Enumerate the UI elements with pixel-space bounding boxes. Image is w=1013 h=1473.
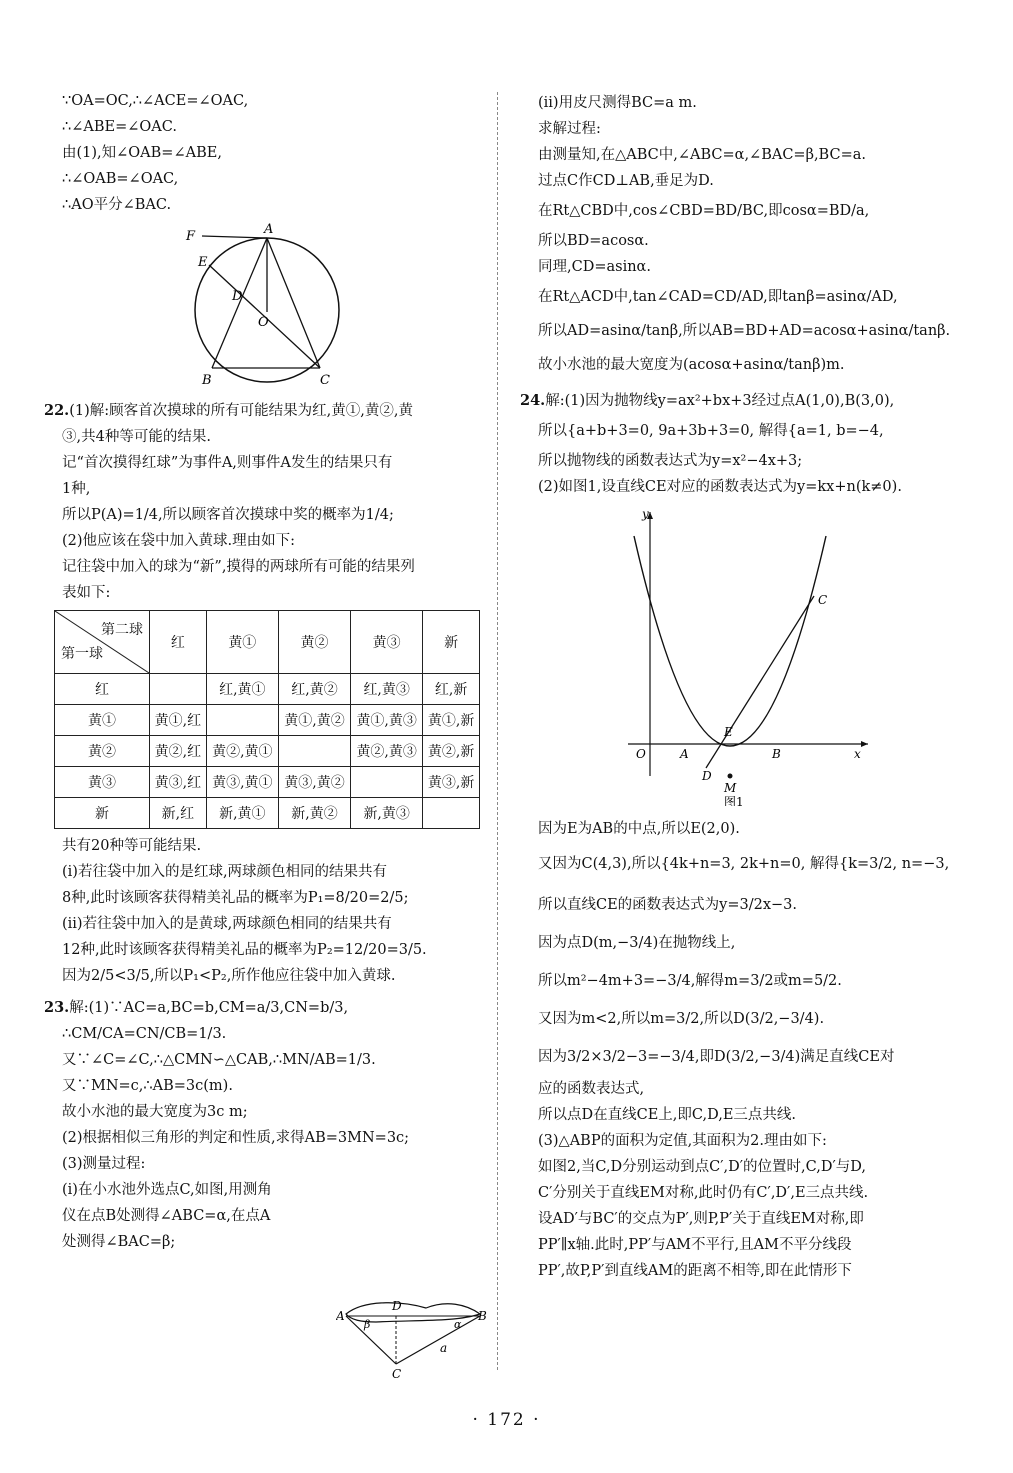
x-axis-arrow	[861, 741, 868, 747]
table-cell: 黄①	[55, 705, 150, 736]
text-line: 又∵MN=c,∴AB=3c(m).	[62, 1078, 233, 1094]
table-cell: 红,黄②	[278, 674, 350, 705]
label-alpha: α	[454, 1318, 462, 1331]
header-second-ball: 第二球	[101, 622, 143, 638]
text-line: PP′∥x轴.此时,PP′与AM不平行,且AM不平分线段	[538, 1237, 852, 1253]
label-x: x	[854, 747, 861, 761]
label-C: C	[818, 593, 828, 607]
text-line: 1种,	[62, 481, 91, 497]
table-cell: 新,黄③	[351, 798, 423, 829]
text-line: 过点C作CD⊥AB,垂足为D.	[538, 173, 714, 189]
table-cell: 黄③,黄①	[206, 767, 278, 798]
page-number: · 172 ·	[472, 1410, 541, 1430]
label-A: A	[336, 1309, 345, 1323]
text-line: 所以P(A)=1/4,所以顾客首次摸球中奖的概率为1/4;	[62, 507, 394, 523]
table-row	[55, 736, 480, 767]
question-24-continued	[538, 816, 958, 1284]
label-B: B	[772, 747, 781, 761]
table-cell: 黄②,红	[150, 736, 207, 767]
table-cell: 黄①,红	[150, 705, 207, 736]
text-line: ③,共4种等可能的结果.	[62, 429, 211, 445]
label-M: M	[724, 781, 737, 795]
table-cell	[150, 674, 207, 705]
label-y: y	[642, 507, 649, 521]
column-header: 黄①	[206, 611, 278, 674]
table-corner-header	[55, 611, 150, 674]
question-number: 24.	[520, 392, 546, 409]
text-line: 所以点D在直线CE上,即C,D,E三点共线.	[538, 1107, 797, 1123]
text-line: 应的函数表达式,	[538, 1081, 645, 1097]
label-A: A	[680, 747, 689, 761]
label-B: B	[478, 1309, 487, 1323]
question-23	[44, 995, 482, 1255]
outcome-table	[54, 610, 480, 829]
text-line: 故小水池的最大宽度为3c m;	[62, 1104, 248, 1120]
text-line: (1)解:顾客首次摸球的所有可能结果为红,黄①,黄②,黄	[69, 403, 413, 419]
table-cell: 黄②,新	[423, 736, 480, 767]
text-line: 由(1),知∠OAB=∠ABE,	[62, 145, 222, 161]
text-line: (ⅱ)若往袋中加入的是黄球,两球颜色相同的结果共有	[62, 916, 392, 932]
table-row	[55, 798, 480, 829]
column-header: 黄③	[351, 611, 423, 674]
table-cell: 新,红	[150, 798, 207, 829]
text-line: 表如下:	[62, 585, 111, 601]
table-cell: 新,黄①	[206, 798, 278, 829]
table-cell: 红	[55, 674, 150, 705]
label-D: D	[702, 769, 712, 783]
table-cell: 黄③,新	[423, 767, 480, 798]
text-line: PP′,故P,P′到直线AM的距离不相等,即在此情形下	[538, 1263, 852, 1279]
label-A: A	[264, 222, 274, 237]
text-line: 共有20种等可能结果.	[62, 838, 202, 854]
column-header: 新	[423, 611, 480, 674]
table-cell: 红,新	[423, 674, 480, 705]
text-line: 仪在点B处测得∠ABC=α,在点A	[62, 1208, 271, 1224]
table-cell: 黄①,黄③	[351, 705, 423, 736]
circle-figure	[62, 222, 482, 394]
column-header: 红	[150, 611, 207, 674]
table-cell: 红,黄③	[351, 674, 423, 705]
text-line: 解:(1)因为抛物线y=ax²+bx+3经过点A(1,0),B(3,0),	[545, 393, 895, 409]
text-line: 又因为C(4,3),所以{4k+n=3, 2k+n=0, 解得{k=3/2, n=−3,	[538, 856, 950, 872]
left-column	[44, 88, 482, 1255]
column-divider	[497, 92, 498, 1370]
text-line: 所以{a+b+3=0, 9a+3b+3=0, 解得{a=1, b=−4,	[538, 423, 884, 439]
line-CE	[706, 596, 814, 768]
table-cell: 黄③,黄②	[278, 767, 350, 798]
text-line: (2)如图1,设直线CE对应的函数表达式为y=kx+n(k≠0).	[538, 479, 902, 495]
question-number: 22.	[44, 402, 70, 419]
text-line: 又因为m<2,所以m=3/2,所以D(3/2,−3/4).	[538, 1011, 825, 1027]
table-cell	[206, 705, 278, 736]
vertex-point	[728, 774, 733, 779]
figure-caption: 图1	[724, 795, 744, 806]
tangent-line	[202, 236, 267, 238]
label-beta: β	[364, 1318, 371, 1331]
table-cell: 新	[55, 798, 150, 829]
question-22-conclusion	[62, 833, 482, 989]
question-23-continued	[538, 90, 958, 382]
segment-BC	[396, 1316, 480, 1364]
question-22	[44, 398, 482, 606]
text-line: 解:(1)∵AC=a,BC=b,CM=a/3,CN=b/3,	[69, 1000, 349, 1016]
text-line: 如图2,当C,D分别运动到点C′,D′的位置时,C,D′与D,	[538, 1159, 866, 1175]
text-line: (ⅰ)若往袋中加入的是红球,两球颜色相同的结果共有	[62, 864, 388, 880]
text-line: 在Rt△CBD中,cos∠CBD=BD/BC,即cosα=BD/a,	[538, 203, 870, 219]
text-line: (2)他应该在袋中加入黄球.理由如下:	[62, 533, 296, 549]
label-C: C	[320, 373, 330, 388]
table-row	[55, 767, 480, 798]
text-line: 记往袋中加入的球为“新”,摸得的两球所有可能的结果列	[62, 559, 415, 575]
text-line: 因为3/2×3/2−3=−3/4,即D(3/2,−3/4)满足直线CE对	[538, 1049, 895, 1065]
text-line: 所以直线CE的函数表达式为y=3/2x−3.	[538, 897, 798, 913]
table-cell: 黄②,黄③	[351, 736, 423, 767]
text-line: 由测量知,在△ABC中,∠ABC=α,∠BAC=β,BC=a.	[538, 147, 866, 163]
text-line: 处测得∠BAC=β;	[62, 1234, 176, 1250]
text-line: ∴CM/CA=CN/CB=1/3.	[62, 1026, 227, 1042]
text-line: 在Rt△ACD中,tan∠CAD=CD/AD,即tanβ=asinα/AD,	[538, 289, 898, 305]
text-line: 因为点D(m,−3/4)在抛物线上,	[538, 935, 736, 951]
text-line: (3)△ABP的面积为定值,其面积为2.理由如下:	[538, 1133, 827, 1149]
label-O: O	[636, 747, 646, 761]
parabola-figure	[538, 506, 958, 806]
label-D: D	[232, 289, 243, 304]
text-line: 因为2/5<3/5,所以P₁<P₂,所作他应往袋中加入黄球.	[62, 968, 396, 984]
table-cell: 黄②,黄①	[206, 736, 278, 767]
text-line: C′分别关于直线EM对称,此时仍有C′,D′,E三点共线.	[538, 1185, 869, 1201]
parabola	[634, 536, 826, 746]
text-line: 故小水池的最大宽度为(acosα+asinα/tanβ)m.	[538, 357, 845, 373]
text-line: 所以m²−4m+3=−3/4,解得m=3/2或m=5/2.	[538, 973, 842, 989]
table-cell: 黄①,新	[423, 705, 480, 736]
proof-intro	[62, 88, 482, 218]
text-line: (3)测量过程:	[62, 1156, 146, 1172]
table-cell: 黄①,黄②	[278, 705, 350, 736]
pond-figure	[336, 1294, 488, 1380]
question-24	[520, 388, 958, 500]
label-E: E	[724, 725, 733, 739]
text-line: 设AD′与BC′的交点为P′,则P,P′关于直线EM对称,即	[538, 1211, 864, 1227]
text-line: (2)根据相似三角形的判定和性质,求得AB=3MN=3c;	[62, 1130, 410, 1146]
label-C: C	[392, 1367, 402, 1380]
table-cell: 红,黄①	[206, 674, 278, 705]
text-line: 8种,此时该顾客获得精美礼品的概率为P₁=8/20=2/5;	[62, 890, 409, 906]
text-line: 12种,此时该顾客获得精美礼品的概率为P₂=12/20=3/5.	[62, 942, 427, 958]
text-line: ∴∠ABE=∠OAC.	[62, 119, 177, 135]
text-line: ∵OA=OC,∴∠ACE=∠OAC,	[62, 93, 249, 109]
segment-AC	[346, 1316, 396, 1364]
header-first-ball: 第一球	[61, 646, 103, 662]
label-O: O	[258, 315, 269, 330]
text-line: 又∵∠C=∠C,∴△CMN∽△CAB,∴MN/AB=1/3.	[62, 1052, 376, 1068]
text-line: ∴AO平分∠BAC.	[62, 197, 172, 213]
table-cell	[351, 767, 423, 798]
table-header-row	[55, 611, 480, 674]
table-row	[55, 674, 480, 705]
question-number: 23.	[44, 999, 70, 1016]
text-line: 同理,CD=asinα.	[538, 259, 651, 275]
column-header: 黄②	[278, 611, 350, 674]
text-line: 求解过程:	[538, 121, 601, 137]
table-cell: 黄③,红	[150, 767, 207, 798]
segment-AC	[267, 238, 320, 368]
text-line: (ⅰ)在小水池外选点C,如图,用测角	[62, 1182, 272, 1198]
text-line: 所以抛物线的函数表达式为y=x²−4x+3;	[538, 453, 803, 469]
text-line: (ⅱ)用皮尺测得BC=a m.	[538, 95, 697, 111]
text-line: 记“首次摸得红球”为事件A,则事件A发生的结果只有	[62, 455, 393, 471]
text-line: ∴∠OAB=∠OAC,	[62, 171, 179, 187]
table-cell	[423, 798, 480, 829]
label-D: D	[392, 1299, 402, 1313]
label-a: a	[440, 1341, 448, 1355]
text-line: 所以AD=asinα/tanβ,所以AB=BD+AD=acosα+asinα/tanβ.	[538, 323, 951, 339]
table-cell	[278, 736, 350, 767]
text-line: 因为E为AB的中点,所以E(2,0).	[538, 821, 740, 837]
label-E: E	[198, 255, 208, 270]
right-column	[520, 90, 958, 1284]
label-B: B	[202, 373, 212, 388]
label-F: F	[186, 229, 196, 244]
table-row	[55, 705, 480, 736]
table-cell: 新,黄②	[278, 798, 350, 829]
text-line: 所以BD=acosα.	[538, 233, 649, 249]
table-cell: 黄③	[55, 767, 150, 798]
table-cell: 黄②	[55, 736, 150, 767]
